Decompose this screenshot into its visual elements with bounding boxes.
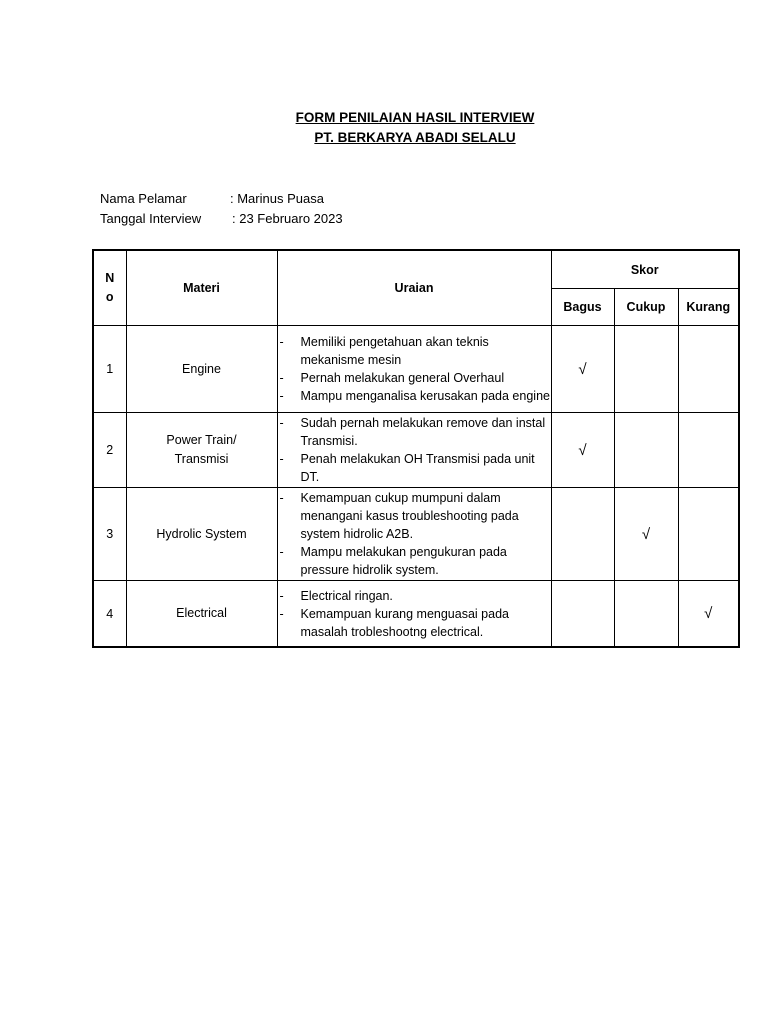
check-cell-bagus [551,488,614,581]
uraian-list [278,587,551,641]
uraian-item [278,587,551,605]
check-cell-bagus [551,326,614,413]
uraian-item [278,450,551,486]
form-title-block [0,108,768,148]
row-uraian [277,326,551,413]
company-name: PT. BERKARYA ABADI SELALU [314,130,516,145]
applicant-name-value: : Marinus Puasa [230,191,324,206]
dash-bullet: - [279,371,284,385]
uraian-list [278,414,551,486]
check-cell-kurang [678,581,739,648]
row-materi-line2: Transmisi [174,452,229,466]
check-cell-cukup [614,581,678,648]
check-mark-icon: √ [578,441,587,459]
uraian-item [278,414,551,450]
check-cell-cukup [614,413,678,488]
uraian-item-text: Penah melakukan OH Transmisi pada unit DT. [300,452,535,484]
row-materi [126,488,277,581]
header-uraian: Uraian [277,250,551,326]
dash-bullet: - [279,545,284,559]
row-materi [126,326,277,413]
check-cell-bagus [551,413,614,488]
interview-date-value: : 23 Februaro 2023 [232,211,343,226]
check-cell-kurang [678,326,739,413]
uraian-item-text: Memiliki pengetahuan akan teknis mekanisme mesin [300,335,489,367]
uraian-item [278,605,551,641]
uraian-item-text: Sudah pernah melakukan remove dan instal Transmisi. [300,416,546,448]
check-cell-kurang [678,413,739,488]
uraian-item-text: Electrical ringan. [300,588,393,603]
uraian-item-text: Mampu melakukan pengukuran pada pressure hidrolik system. [300,545,507,577]
row-materi-line1: Engine [182,361,221,376]
uraian-item [278,369,551,387]
header-no [93,250,126,326]
row-number: 3 [93,488,126,581]
uraian-list [278,489,551,579]
check-cell-cukup [614,326,678,413]
dash-bullet: - [279,389,284,403]
interview-date-label: Tanggal Interview [100,211,202,226]
uraian-item [278,543,551,579]
uraian-item [278,387,551,405]
header-cukup: Cukup [614,289,678,326]
header-no-line1: N [105,271,115,285]
interview-date-row [100,211,343,226]
table-row [93,413,739,488]
header-bagus: Bagus [551,289,614,326]
dash-bullet: - [279,452,284,466]
uraian-item-text: Kemampuan cukup mumpuni dalam menangani kasus troubleshooting pada system hidrolic A2B. [300,491,519,541]
dash-bullet: - [279,416,284,430]
header-skor: Skor [551,250,739,289]
form-title: FORM PENILAIAN HASIL INTERVIEW [295,110,535,125]
row-number: 2 [93,413,126,488]
uraian-item [278,489,551,543]
dash-bullet: - [279,588,284,603]
check-cell-kurang [678,488,739,581]
applicant-name-row [100,191,324,206]
row-uraian [277,581,551,648]
row-uraian [277,488,551,581]
check-mark-icon: √ [704,605,713,622]
table-row [93,581,739,648]
uraian-item [278,333,551,369]
row-materi [126,581,277,648]
row-materi [126,413,277,488]
row-uraian [277,413,551,488]
dash-bullet: - [279,335,284,349]
uraian-item-text: Mampu menganalisa kerusakan pada engine [300,389,550,403]
row-materi-line1: Electrical [176,606,227,620]
assessment-table [92,249,740,648]
header-materi: Materi [126,250,277,326]
header-no-line2: o [105,290,114,304]
table-row [93,488,739,581]
applicant-name-label: Nama Pelamar [100,191,187,206]
uraian-item-text: Kemampuan kurang menguasai pada masalah trobleshootng electrical. [300,606,509,639]
row-materi-line1: Hydrolic System [156,526,247,541]
row-number: 4 [93,581,126,648]
check-mark-icon: √ [578,360,587,378]
table-row [93,326,739,413]
check-cell-bagus [551,581,614,648]
uraian-list [278,333,551,405]
check-mark-icon: √ [641,525,651,543]
row-number: 1 [93,326,126,413]
check-cell-cukup [614,488,678,581]
row-materi-line1: Power Train/ [166,433,237,447]
uraian-item-text: Pernah melakukan general Overhaul [300,371,505,385]
header-kurang: Kurang [678,289,739,326]
dash-bullet: - [279,606,284,621]
dash-bullet: - [279,491,284,505]
